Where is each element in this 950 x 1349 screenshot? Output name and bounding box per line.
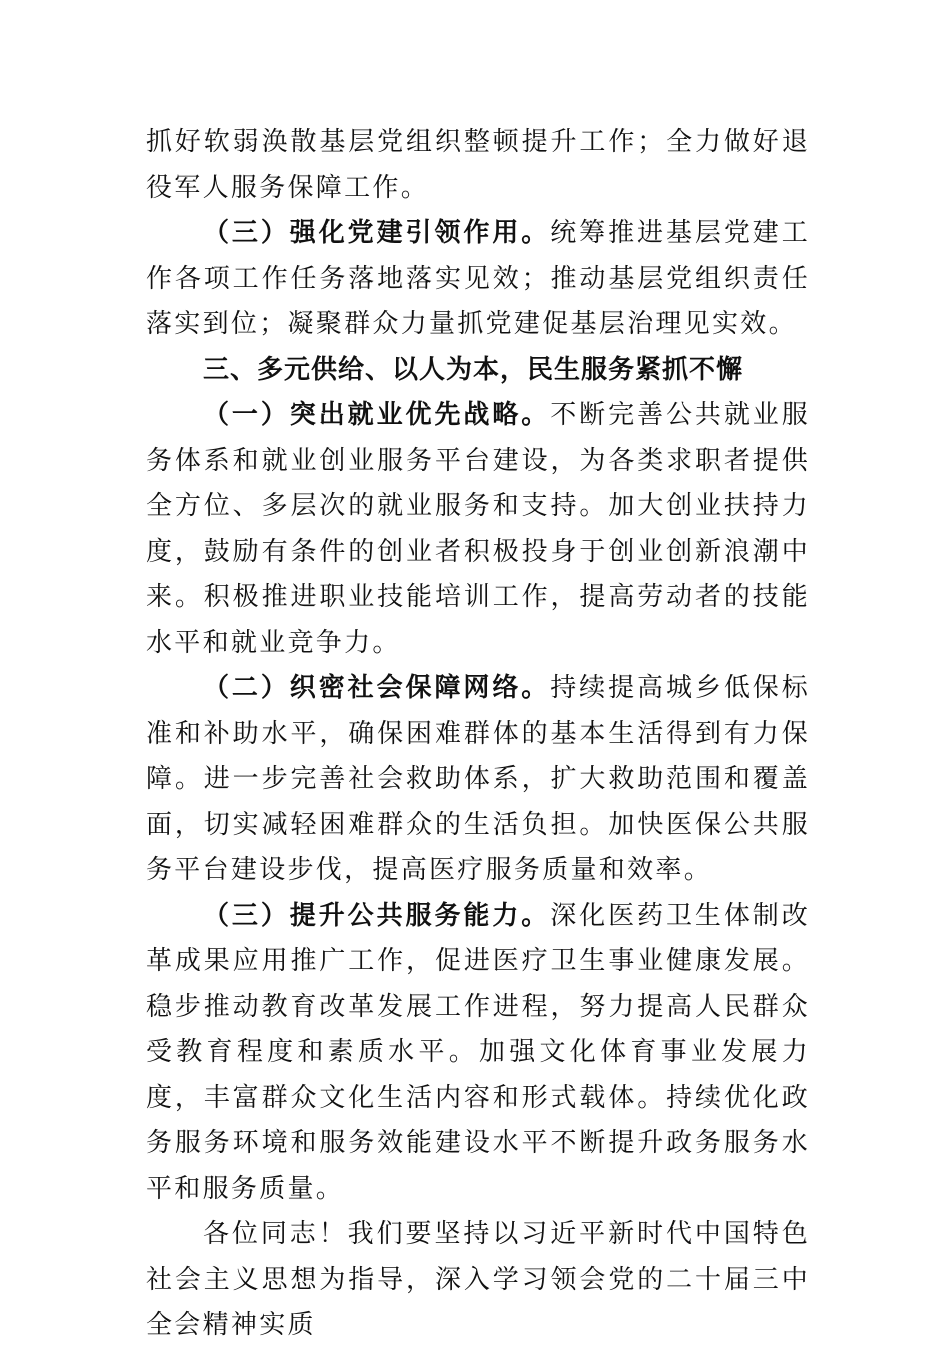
paragraph-text: 持续提高城乡低保标准和补助水平，确保困难群体的基本生活得到有力保障。进一步完善社会救助体系，扩大救助范围和覆盖面，切实减轻困难群众的生活负担。加快医保公共服务平台建设步伐，提高医疗服务质量和效率。 <box>146 673 810 885</box>
subsection-title: （三）强化党建引领作用。 <box>203 218 551 248</box>
paragraph-closing <box>146 1212 810 1349</box>
paragraph-social-security <box>146 666 810 894</box>
paragraph-text: 抓好软弱涣散基层党组织整顿提升工作；全力做好退役军人服务保障工作。 <box>146 127 810 203</box>
document-body <box>146 120 810 1349</box>
paragraph-public-service <box>146 894 810 1213</box>
subsection-title: （三）提升公共服务能力。 <box>203 900 551 931</box>
section-heading: 三、多元供给、以人为本，民生服务紧抓不懈 <box>203 354 744 385</box>
paragraph-text: 各位同志！我们要坚持以习近平新时代中国特色社会主义思想为指导，深入学习领会党的二十届三中全会精神实质 <box>146 1219 810 1340</box>
subsection-title: （一）突出就业优先战略。 <box>203 400 551 430</box>
paragraph-text: 深化医药卫生体制改革成果应用推广工作，促进医疗卫生事业健康发展。稳步推动教育改革发展工作进程，努力提高人民群众受教育程度和素质水平。加强文化体育事业发展力度，丰富群众文化生活内容和形式载体。持续优化政务服务环境和服务效能建设水平不断提升政务服务水平和服务质量。 <box>146 900 810 1204</box>
paragraph-continuation <box>146 120 810 211</box>
subsection-title: （二）织密社会保障网络。 <box>203 673 551 703</box>
paragraph-text: 不断完善公共就业服务体系和就业创业服务平台建设，为各类求职者提供全方位、多层次的就业服务和支持。加大创业扶持力度，鼓励有条件的创业者积极投身于创业创新浪潮中来。积极推进职业技能培训工作，提高劳动者的技能水平和就业竞争力。 <box>146 400 810 658</box>
paragraph-text: 统筹推进基层党建工作各项工作任务落地落实见效；推动基层党组织责任落实到位；凝聚群众力量抓党建促基层治理见实效。 <box>146 218 810 339</box>
paragraph-party-building-lead <box>146 211 810 348</box>
paragraph-employment <box>146 393 810 666</box>
